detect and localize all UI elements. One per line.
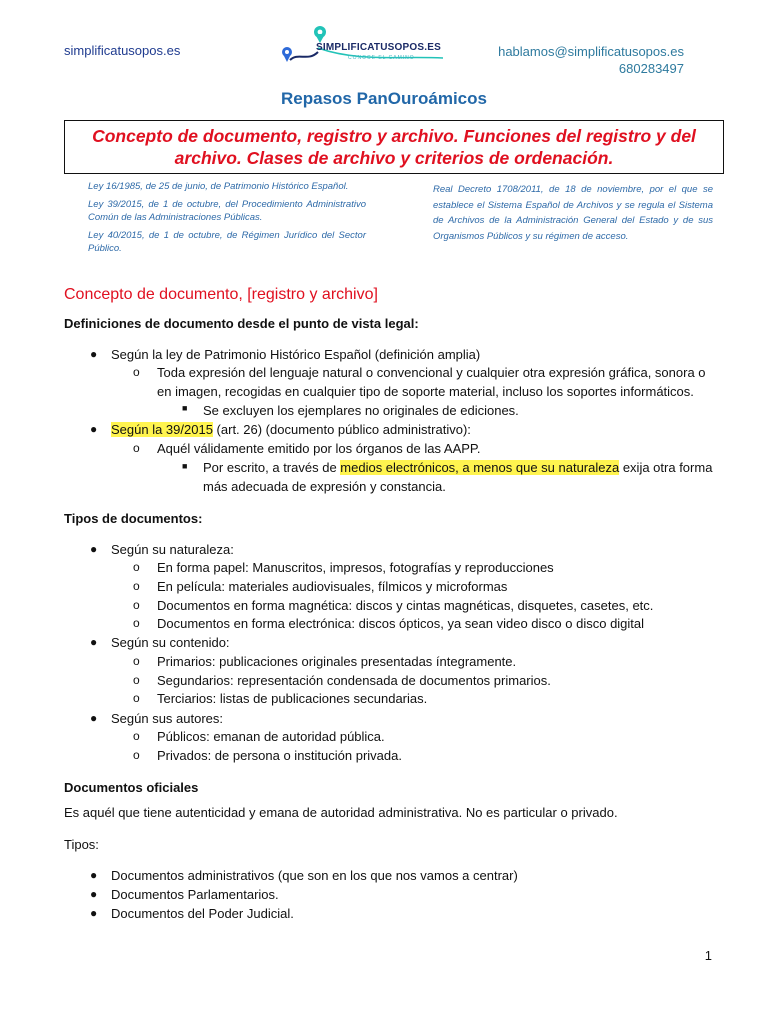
bullet-circle-icon: o bbox=[133, 598, 140, 612]
list-item: Según la ley de Patrimonio Histórico Español (definición amplia) bbox=[111, 347, 481, 362]
site-logo bbox=[278, 22, 448, 72]
list-item: Según su contenido: bbox=[111, 635, 230, 650]
list-item-text: exija otra forma bbox=[619, 460, 713, 475]
list-item: Toda expresión del lenguaje natural o convencional y cualquier otra expresión gráfica, sonora o bbox=[157, 365, 706, 380]
bullet-circle-icon: o bbox=[133, 616, 140, 630]
header-contact bbox=[498, 43, 684, 77]
topic-title-line-1: Concepto de documento, registro y archivo. Funciones del registro y del bbox=[92, 126, 696, 146]
legal-ref: Ley 16/1985, de 25 de junio, de Patrimonio Histórico Español. bbox=[88, 181, 349, 192]
document-title: Repasos PanOuroámicos bbox=[281, 89, 487, 108]
list-item bbox=[111, 421, 471, 438]
list-item: Documentos en forma electrónica: discos ópticos, ya sean video disco o disco digital bbox=[157, 616, 645, 631]
list-item: Primarios: publicaciones originales presentadas íntegramente. bbox=[157, 654, 517, 669]
bullet-disc-icon: ● bbox=[90, 711, 98, 725]
bullet-circle-icon: o bbox=[133, 441, 140, 455]
legal-refs-left bbox=[88, 180, 366, 260]
page-number: 1 bbox=[704, 948, 712, 963]
list-item: Documentos administrativos (que son en los que nos vamos a centrar) bbox=[111, 868, 518, 883]
bullet-circle-icon: o bbox=[133, 579, 140, 593]
bullet-circle-icon: o bbox=[133, 365, 140, 379]
list-item: Según sus autores: bbox=[111, 711, 224, 726]
bullet-disc-icon: ● bbox=[90, 906, 98, 920]
bullet-circle-icon: o bbox=[133, 673, 140, 687]
list-item-continuation: en imagen, recogidas en cualquier tipo de soporte material, incluso los soportes informáticos. bbox=[157, 384, 694, 399]
bullet-disc-icon: ● bbox=[90, 635, 98, 649]
bullet-disc-icon: ● bbox=[90, 422, 98, 436]
bullet-circle-icon: o bbox=[133, 560, 140, 574]
topic-title-line-2: archivo. Clases de archivo y criterios de ordenación. bbox=[174, 148, 614, 168]
header-email-link[interactable]: hablamos@simplificatusopos.es bbox=[498, 44, 684, 59]
bullet-disc-icon: ● bbox=[90, 868, 98, 882]
official-docs-types-label: Tipos: bbox=[64, 837, 99, 852]
header-site-link[interactable]: simplificatusopos.es bbox=[64, 43, 181, 58]
bullet-circle-icon: o bbox=[133, 654, 140, 668]
bullet-disc-icon: ● bbox=[90, 542, 98, 556]
definitions-heading: Definiciones de documento desde el punto de vista legal: bbox=[64, 316, 419, 331]
bullet-disc-icon: ● bbox=[90, 347, 98, 361]
legal-refs-right: Real Decreto 1708/2011, de 18 de noviembre, por el que se establece el Sistema Español de Archivos y se regula el Sistema de Archivos de la Administración General del Estado y de sus Organismos Públicos y su régimen de acceso. bbox=[433, 184, 713, 242]
list-item: Documentos Parlamentarios. bbox=[111, 887, 279, 902]
list-item: Segundarios: representación condensada de documentos primarios. bbox=[157, 673, 551, 688]
list-item: En forma papel: Manuscritos, impresos, fotografías y reproducciones bbox=[157, 560, 554, 575]
types-heading: Tipos de documentos: bbox=[64, 511, 203, 526]
list-item: Documentos del Poder Judicial. bbox=[111, 906, 294, 921]
header-phone: 680283497 bbox=[618, 61, 684, 76]
highlighted-text: medios electrónicos, a menos que su naturaleza bbox=[340, 460, 620, 475]
list-item: Terciarios: listas de publicaciones secundarias. bbox=[157, 691, 428, 706]
bullet-circle-icon: o bbox=[133, 691, 140, 705]
list-item: En película: materiales audiovisuales, fílmicos y microformas bbox=[157, 579, 508, 594]
topic-title-box bbox=[64, 120, 724, 174]
highlighted-text: Según la 39/2015 bbox=[111, 422, 213, 437]
bullet-disc-icon: ● bbox=[90, 887, 98, 901]
bullet-circle-icon: o bbox=[133, 729, 140, 743]
list-item: Públicos: emanan de autoridad pública. bbox=[157, 729, 385, 744]
list-item-text: (art. 26) (documento público administrativo): bbox=[212, 422, 471, 437]
official-docs-heading: Documentos oficiales bbox=[64, 780, 199, 795]
official-docs-description: Es aquél que tiene autenticidad y emana de autoridad administrativa. No es particular o privado. bbox=[64, 805, 618, 820]
list-item: Aquél válidamente emitido por los órganos de las AAPP. bbox=[157, 441, 481, 456]
logo-text: SIMPLIFICATUSOPOS.ES bbox=[316, 42, 441, 53]
list-item: Se excluyen los ejemplares no originales de ediciones. bbox=[203, 403, 519, 418]
legal-ref: Ley 40/2015, de 1 de octubre, de Régimen Jurídico del Sector Público. bbox=[88, 229, 366, 254]
list-item-text: Por escrito, a través de bbox=[203, 460, 341, 475]
list-item-continuation: más adecuada de expresión y constancia. bbox=[203, 479, 446, 494]
list-item: Privados: de persona o institución privada. bbox=[157, 748, 402, 763]
list-item: Según su naturaleza: bbox=[111, 542, 234, 557]
bullet-square-icon: ■ bbox=[182, 403, 188, 413]
bullet-circle-icon: o bbox=[133, 748, 140, 762]
legal-ref: Ley 39/2015, de 1 de octubre, del Procedimiento Administrativo Común de las Administraciones Públicas. bbox=[88, 198, 366, 223]
logo-tagline: CONOCE EL CAMINO bbox=[348, 55, 415, 61]
section-heading: Concepto de documento, [registro y archivo] bbox=[64, 286, 378, 303]
list-item bbox=[203, 459, 712, 476]
list-item: Documentos en forma magnética: discos y cintas magnéticas, disquetes, casetes, etc. bbox=[157, 598, 654, 613]
bullet-square-icon: ■ bbox=[182, 461, 188, 471]
